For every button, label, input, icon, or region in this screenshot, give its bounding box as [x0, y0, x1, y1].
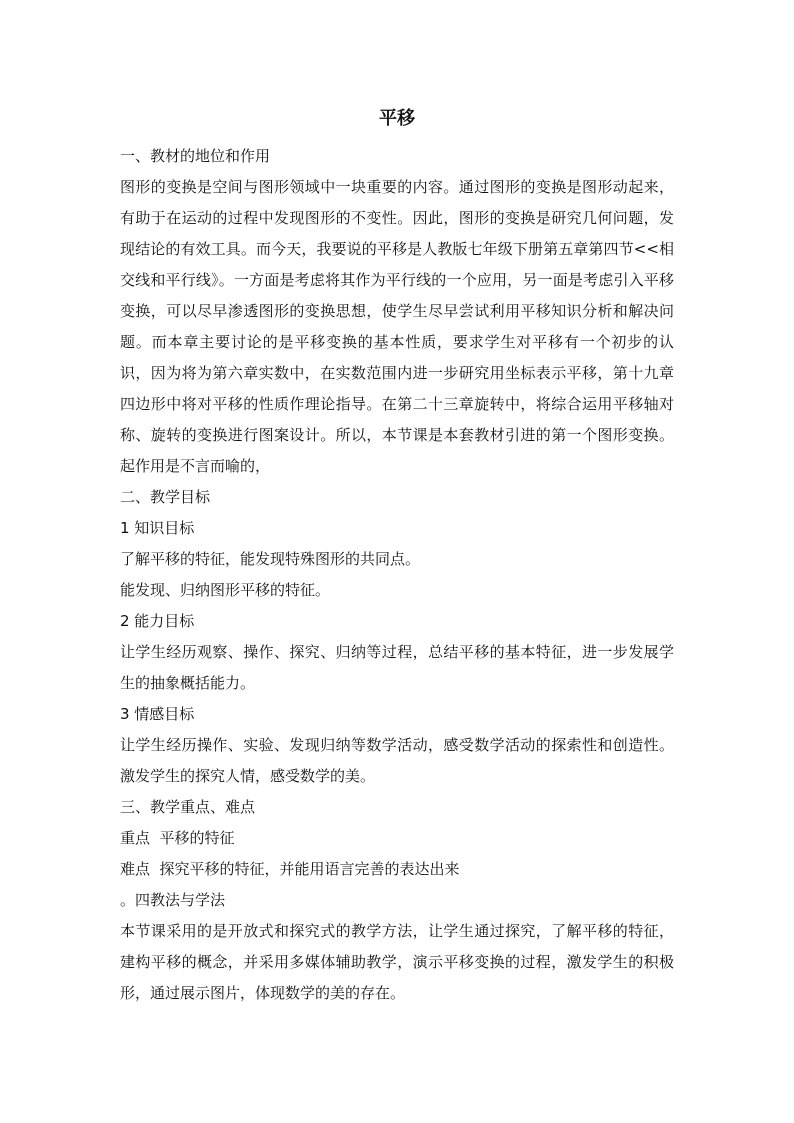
- difficult-point-line: 难点 探究平移的特征，并能用语言完善的表达出来: [120, 860, 460, 878]
- paragraph-teaching-methods: 本节课采用的是开放式和探究式的教学方法，让学生通过探究，了解平移的特征，建构平移的概念，并采用多媒体辅助教学，演示平移变换的过程，激发学生的积极形，通过展示图片，体现数学的美的存在。: [120, 922, 674, 1002]
- paragraph-ability-goal: 让学生经历观察、操作、探究、归纳等过程，总结平移的基本特征，进一步发展学生的抽象概括能力。: [120, 643, 674, 692]
- section-heading-key-difficult-points: 三、教学重点、难点: [120, 798, 256, 816]
- section-heading-teaching-goals: 二、教学目标: [120, 488, 211, 506]
- knowledge-goal-line-1: 了解平移的特征，能发现特殊图形的共同点。: [120, 550, 421, 568]
- knowledge-goal-line-2: 能发现、归纳图形平移的特征。: [120, 581, 331, 599]
- subheading-knowledge-goal: 1 知识目标: [120, 519, 195, 537]
- subheading-ability-goal: 2 能力目标: [120, 612, 195, 630]
- paragraph-textbook-role: 图形的变换是空间与图形领域中一块重要的内容。通过图形的变换是图形动起来，有助于在运动的过程中发现图形的不变性。因此，图形的变换是研究几何问题，发现结论的有效工具。而今天，我要说的平移是人教版七年级下册第五章第四节<<相交线和平行线》。一方面是考虑将其作为平行线的一个应用，另一面是考虑引入平移变换，可以尽早渗透图形的变换思想，使学生尽早尝试利用平移知识分析和解决问题。而本章主要讨论的是平移变换的基本性质，要求学生对平移有一个初步的认识，因为将为第六章实数中，在实数范围内进一步研究用坐标表示平移，第十九章四边形中将对平移的性质作理论指导。在第二十三章旋转中，将综合运用平移轴对称、旋转的变换进行图案设计。所以，本节课是本套教材引进的第一个图形变换。起作用是不言而喻的，: [120, 178, 674, 475]
- subheading-emotion-goal: 3 情感目标: [120, 705, 195, 723]
- section-heading-teaching-methods: 。四教法与学法: [120, 891, 226, 909]
- key-point-line: 重点 平移的特征: [120, 829, 235, 847]
- section-heading-textbook-role: 一、教材的地位和作用: [120, 147, 271, 165]
- paragraph-emotion-goal: 让学生经历操作、实验、发现归纳等数学活动，感受数学活动的探索性和创造性。激发学生的探究人情，感受数学的美。: [120, 736, 674, 785]
- document-title: 平移: [379, 108, 415, 129]
